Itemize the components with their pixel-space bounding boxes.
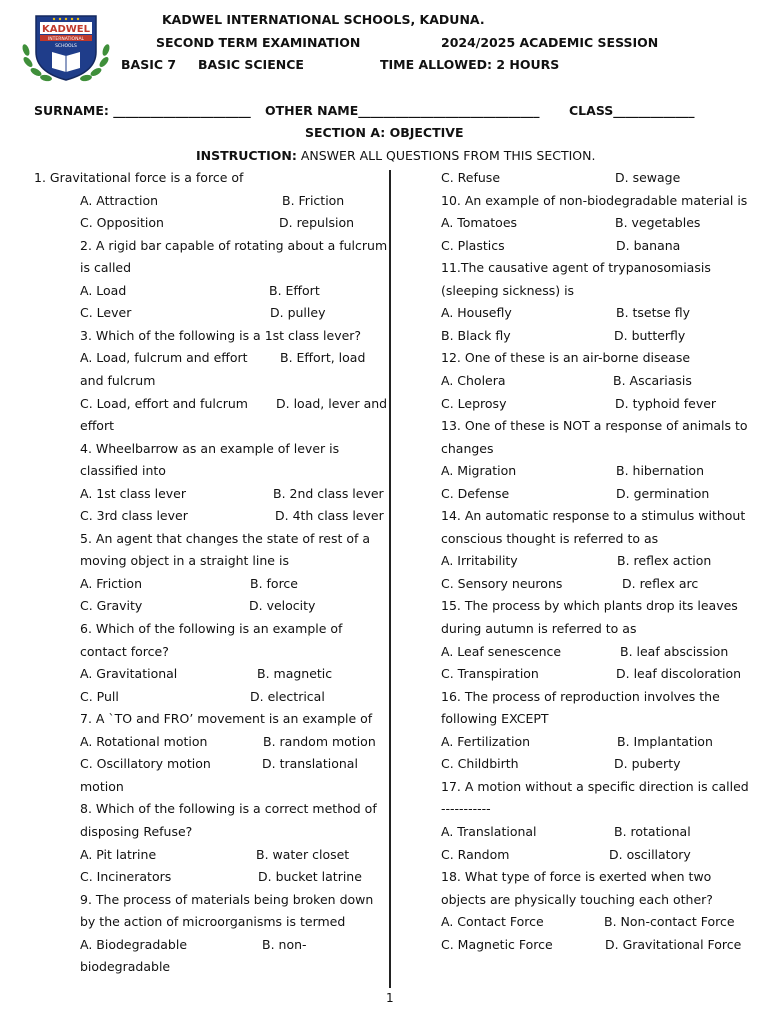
option-left: A. Gravitational — [80, 666, 178, 682]
option-right: D. germination — [616, 485, 710, 501]
option-right: B. magnetic — [257, 666, 333, 682]
question-text: disposing Refuse? — [80, 823, 193, 839]
question-text: 14. An automatic response to a stimulus without — [441, 508, 746, 524]
time-allowed: TIME ALLOWED: 2 HOURS — [380, 57, 560, 72]
question-text: 5. An agent that changes the state of rest of a — [80, 530, 371, 546]
option-right: B. vegetables — [615, 215, 701, 231]
question-text: 16. The process of reproduction involves the — [441, 688, 720, 704]
option-right: B. force — [250, 575, 298, 591]
svg-text:KADWEL: KADWEL — [41, 24, 91, 35]
option-left: A. Cholera — [441, 372, 506, 388]
option-right: D. 4th class lever — [275, 508, 384, 524]
question-text: 18. What type of force is exerted when two — [441, 869, 712, 885]
option-right: B. Friction — [282, 192, 345, 208]
instruction-text: ANSWER ALL QUESTIONS FROM THIS SECTION. — [300, 148, 596, 163]
other-name-field: OTHER NAME_____________________________ — [265, 103, 540, 118]
question-text: 2. A rigid bar capable of rotating about a fulcrum — [80, 237, 388, 253]
option-left: C. Random — [441, 846, 510, 862]
exam-title: SECOND TERM EXAMINATION — [156, 35, 361, 50]
option-left: C. Incinerators — [80, 869, 172, 885]
question-text: during autumn is referred to as — [441, 621, 637, 636]
option-right: D. pulley — [270, 305, 326, 321]
question-text: and fulcrum — [80, 372, 156, 388]
option-left: C. Gravity — [80, 598, 143, 614]
academic-session: 2024/2025 ACADEMIC SESSION — [441, 35, 659, 50]
question-text: effort — [80, 418, 114, 434]
question-text: 4. Wheelbarrow as an example of lever is — [80, 440, 340, 456]
option-left: C. Magnetic Force — [441, 936, 553, 952]
option-right: B. non- — [262, 936, 307, 952]
option-left: C. Refuse — [441, 170, 501, 185]
option-left: A. Irritability — [441, 553, 518, 569]
question-text: conscious thought is referred to as — [441, 530, 659, 546]
svg-text:SCHOOLS: SCHOOLS — [55, 44, 77, 49]
option-left: C. Plastics — [441, 237, 505, 253]
page-number: 1 — [386, 991, 394, 1005]
class-level: BASIC 7 — [121, 57, 177, 72]
section-title: SECTION A: OBJECTIVE — [305, 125, 464, 140]
question-text: by the action of microorganisms is termed — [80, 914, 346, 930]
school-name: KADWEL INTERNATIONAL SCHOOLS, KADUNA. — [162, 12, 485, 27]
question-text: contact force? — [80, 643, 169, 659]
option-right: B. hibernation — [616, 463, 704, 479]
option-left: A. Attraction — [80, 192, 159, 208]
question-text: 9. The process of materials being broken down — [80, 891, 374, 907]
option-left: C. Lever — [80, 305, 132, 321]
question-text: 6. Which of the following is an example of — [80, 621, 343, 636]
option-left: A. Fertilization — [441, 733, 531, 749]
question-text: (sleeping sickness) is — [441, 282, 575, 298]
question-text: motion — [80, 778, 124, 794]
option-right: D. electrical — [250, 688, 325, 704]
option-right: D. reflex arc — [622, 575, 699, 591]
option-left: A. Load — [80, 282, 127, 298]
option-right: B. water closet — [256, 846, 350, 862]
option-right: D. sewage — [615, 170, 681, 185]
question-text: following EXCEPT — [441, 711, 549, 727]
option-left: A. Housefly — [441, 305, 512, 321]
option-right: B. random motion — [263, 733, 376, 749]
option-left: C. Leprosy — [441, 395, 507, 411]
option-right: D. load, lever and — [276, 395, 388, 411]
option-right: B. Ascariasis — [613, 372, 692, 388]
question-text: 8. Which of the following is a correct method of — [80, 801, 377, 817]
option-right: B. leaf abscission — [620, 643, 729, 659]
question-text: 17. A motion without a specific direction is called — [441, 778, 749, 794]
option-left: C. Transpiration — [441, 666, 539, 682]
question-text: 3. Which of the following is a 1st class lever? — [80, 327, 362, 343]
option-left: A. Migration — [441, 463, 517, 479]
option-right: B. 2nd class lever — [273, 485, 384, 501]
option-right: D. leaf discoloration — [616, 666, 742, 682]
option-right: D. bucket latrine — [258, 869, 362, 885]
option-right: D. puberty — [614, 756, 681, 772]
instruction-label: INSTRUCTION: — [196, 148, 297, 163]
option-right: B. Effort — [269, 282, 320, 298]
option-right: B. rotational — [614, 823, 691, 839]
option-left: A. Contact Force — [441, 914, 544, 930]
option-right: B. Non-contact Force — [604, 914, 735, 930]
svg-text:INTERNATIONAL: INTERNATIONAL — [47, 37, 85, 42]
option-right: D. oscillatory — [609, 846, 691, 862]
option-left: A. Friction — [80, 575, 142, 591]
option-left: C. Opposition — [80, 215, 164, 231]
surname-field: SURNAME: ______________________ — [34, 103, 251, 118]
option-left: C. Load, effort and fulcrum — [80, 395, 248, 411]
option-left: B. Black fly — [441, 327, 511, 343]
question-text: objects are physically touching each other? — [441, 891, 713, 907]
option-left: A. Tomatoes — [441, 215, 518, 231]
question-text: 12. One of these is an air-borne disease — [441, 350, 691, 366]
option-right: D. velocity — [249, 598, 316, 614]
option-left: C. Sensory neurons — [441, 575, 563, 591]
question-text: biodegradable — [80, 959, 171, 975]
question-text: moving object in a straight line is — [80, 553, 289, 569]
option-left: C. Defense — [441, 485, 510, 501]
question-text: changes — [441, 440, 494, 456]
option-left: C. Pull — [80, 688, 119, 704]
subject: BASIC SCIENCE — [198, 57, 304, 72]
question-text: is called — [80, 260, 132, 276]
question-text: classified into — [80, 463, 166, 479]
option-left: A. Biodegradable — [80, 936, 188, 952]
option-left: A. Rotational motion — [80, 733, 208, 749]
option-left: C. Oscillatory motion — [80, 756, 211, 772]
class-field: CLASS_____________ — [569, 103, 695, 118]
option-right: D. translational — [262, 756, 358, 772]
option-right: D. Gravitational Force — [605, 936, 742, 952]
instruction — [196, 148, 595, 163]
option-left: A. Load, fulcrum and effort — [80, 350, 248, 366]
question-text: 15. The process by which plants drop its leaves — [441, 598, 738, 614]
option-right: D. typhoid fever — [615, 395, 717, 411]
option-right: D. repulsion — [279, 215, 355, 231]
column-divider — [389, 170, 391, 988]
option-right: D. banana — [616, 237, 681, 253]
option-left: A. Pit latrine — [80, 846, 157, 862]
option-right: B. tsetse fly — [616, 305, 690, 321]
option-right: B. reflex action — [617, 553, 712, 569]
question-text: ----------- — [441, 801, 491, 817]
option-left: A. Translational — [441, 823, 537, 839]
option-left: A. Leaf senescence — [441, 643, 562, 659]
question-text: 1. Gravitational force is a force of — [34, 170, 244, 185]
option-left: C. 3rd class lever — [80, 508, 188, 524]
option-right: B. Implantation — [617, 733, 713, 749]
question-text: 11.The causative agent of trypanosomiasis — [441, 260, 711, 276]
option-left: A. 1st class lever — [80, 485, 187, 501]
option-right: D. butterfly — [614, 327, 686, 343]
option-left: C. Childbirth — [441, 756, 519, 772]
option-right: B. Effort, load — [280, 350, 366, 366]
question-text: 7. A `TO and FRO’ movement is an example of — [80, 711, 373, 727]
question-text: 13. One of these is NOT a response of animals to — [441, 418, 748, 434]
question-text: 10. An example of non-biodegradable material is — [441, 192, 748, 208]
school-logo — [18, 10, 114, 84]
